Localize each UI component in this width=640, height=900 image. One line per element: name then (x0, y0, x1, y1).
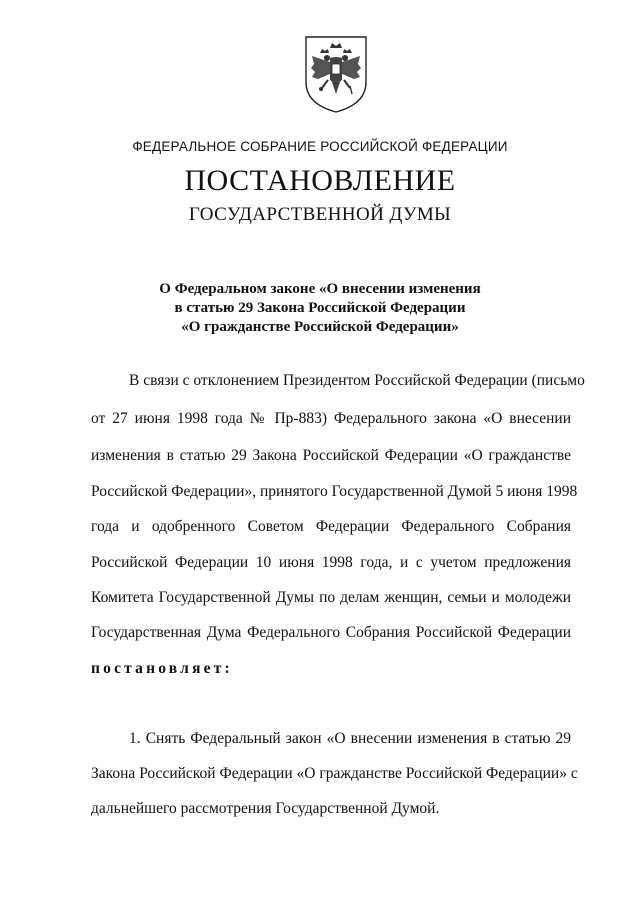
document-subtitle: ГОСУДАРСТВЕННОЙ ДУМЫ (188, 204, 452, 225)
preamble-line: Комитета Государственной Думы по делам женщин, семьи и молодежи (91, 589, 571, 606)
item-line: дальнейшего рассмотрения Государственной Думой. (91, 800, 440, 817)
preamble-line: Государственная Дума Федерального Собрания Российской Федерации (91, 624, 571, 641)
item-line: 1. Снять Федеральный закон «О внесении изменения в статью 29 (129, 730, 571, 747)
document-subject (0, 280, 640, 337)
organization-name: ФЕДЕРАЛЬНОЕ СОБРАНИЕ РОССИЙСКОЙ ФЕДЕРАЦИИ (132, 139, 508, 154)
item-line: Закона Российской Федерации «О гражданстве Российской Федерации» с (91, 765, 578, 782)
preamble-line: изменения в статью 29 Закона Российской Федерации «О гражданстве (91, 447, 571, 464)
preamble-line: от 27 июня 1998 года № Пр-883) Федерального закона «О внесении (91, 410, 571, 427)
document-title: ПОСТАНОВЛЕНИЕ (184, 164, 456, 197)
subject-line: в статью 29 Закона Российской Федерации (174, 300, 466, 316)
preamble-line: В связи с отклонением Президентом Российской Федерации (письмо (129, 372, 585, 389)
russian-coat-of-arms-icon (302, 34, 370, 114)
resolves-word: постановляет: (91, 660, 233, 677)
subject-line: «О гражданстве Российской Федерации» (181, 319, 459, 335)
subject-line: О Федеральном законе «О внесении изменения (159, 281, 481, 297)
preamble-line: Российской Федерации 10 июня 1998 года, и с учетом предложения (91, 554, 571, 571)
preamble-line: года и одобренного Советом Федерации Федерального Собрания (91, 518, 571, 535)
preamble-line: Российской Федерации», принятого Государственной Думой 5 июня 1998 (91, 483, 578, 500)
